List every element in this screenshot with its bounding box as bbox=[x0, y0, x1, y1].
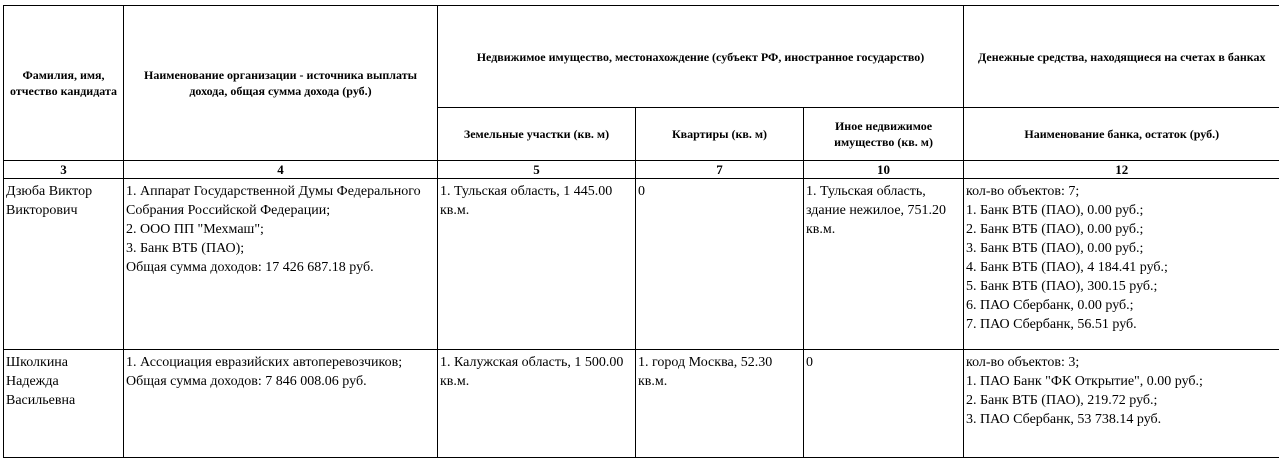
header-flats: Квартиры (кв. м) bbox=[636, 108, 804, 161]
column-number-row bbox=[4, 161, 1279, 179]
header-income: Наименование организации - источника выплаты дохода, общая сумма дохода (руб.) bbox=[124, 6, 438, 161]
land-plots: 1. Тульская область, 1 445.00 кв.м. bbox=[438, 179, 636, 350]
table-row bbox=[4, 350, 1279, 458]
bank-accounts bbox=[964, 179, 1279, 350]
bank-line: 2. Банк ВТБ (ПАО), 0.00 руб.; bbox=[966, 222, 1144, 237]
bank-line: 4. Банк ВТБ (ПАО), 4 184.41 руб.; bbox=[966, 260, 1168, 275]
header-other-realty: Иное недвижимое имущество (кв. м) bbox=[804, 108, 964, 161]
candidate-name: Дзюба Виктор Викторович bbox=[4, 179, 124, 350]
bank-line: 3. Банк ВТБ (ПАО), 0.00 руб.; bbox=[966, 241, 1144, 256]
table-row bbox=[4, 179, 1279, 350]
bank-line: 5. Банк ВТБ (ПАО), 300.15 руб.; bbox=[966, 279, 1158, 294]
bank-line: 1. ПАО Банк "ФК Открытие", 0.00 руб.; bbox=[966, 374, 1203, 389]
income-line: 1. Аппарат Государственной Думы Федерального Собрания Российской Федерации; bbox=[126, 184, 421, 218]
income-sources bbox=[124, 179, 438, 350]
bank-line: кол-во объектов: 3; bbox=[966, 355, 1080, 370]
header-realty-group: Недвижимое имущество, местонахождение (субъект РФ, иностранное государство) bbox=[438, 6, 964, 108]
candidate-name: Школкина Надежда Васильевна bbox=[4, 350, 124, 458]
flats: 0 bbox=[636, 179, 804, 350]
bank-line: 3. ПАО Сбербанк, 53 738.14 руб. bbox=[966, 412, 1162, 427]
column-number: 10 bbox=[804, 161, 964, 179]
income-line: 1. Ассоциация евразийских автоперевозчиков; bbox=[126, 355, 403, 370]
bank-line: 7. ПАО Сбербанк, 56.51 руб. bbox=[966, 317, 1137, 332]
header-money-group: Денежные средства, находящиеся на счетах в банках bbox=[964, 6, 1279, 108]
bank-line: 1. Банк ВТБ (ПАО), 0.00 руб.; bbox=[966, 203, 1144, 218]
flats: 1. город Москва, 52.30 кв.м. bbox=[636, 350, 804, 458]
land-plots: 1. Калужская область, 1 500.00 кв.м. bbox=[438, 350, 636, 458]
income-line: 3. Банк ВТБ (ПАО); bbox=[126, 241, 245, 256]
bank-line: кол-во объектов: 7; bbox=[966, 184, 1080, 199]
bank-line: 6. ПАО Сбербанк, 0.00 руб.; bbox=[966, 298, 1134, 313]
candidates-income-table bbox=[3, 5, 1279, 458]
header-bank: Наименование банка, остаток (руб.) bbox=[964, 108, 1279, 161]
column-number: 7 bbox=[636, 161, 804, 179]
income-total: Общая сумма доходов: 7 846 008.06 руб. bbox=[126, 374, 367, 389]
other-realty: 1. Тульская область, здание нежилое, 751.20 кв.м. bbox=[804, 179, 964, 350]
column-number: 3 bbox=[4, 161, 124, 179]
bank-accounts bbox=[964, 350, 1279, 458]
income-sources bbox=[124, 350, 438, 458]
header-name: Фамилия, имя, отчество кандидата bbox=[4, 6, 124, 161]
header-row-1 bbox=[4, 6, 1279, 108]
income-line: 2. ООО ПП "Мехмаш"; bbox=[126, 222, 264, 237]
column-number: 5 bbox=[438, 161, 636, 179]
bank-line: 2. Банк ВТБ (ПАО), 219.72 руб.; bbox=[966, 393, 1158, 408]
column-number: 4 bbox=[124, 161, 438, 179]
column-number: 12 bbox=[964, 161, 1279, 179]
income-total: Общая сумма доходов: 17 426 687.18 руб. bbox=[126, 260, 374, 275]
header-land: Земельные участки (кв. м) bbox=[438, 108, 636, 161]
other-realty: 0 bbox=[804, 350, 964, 458]
